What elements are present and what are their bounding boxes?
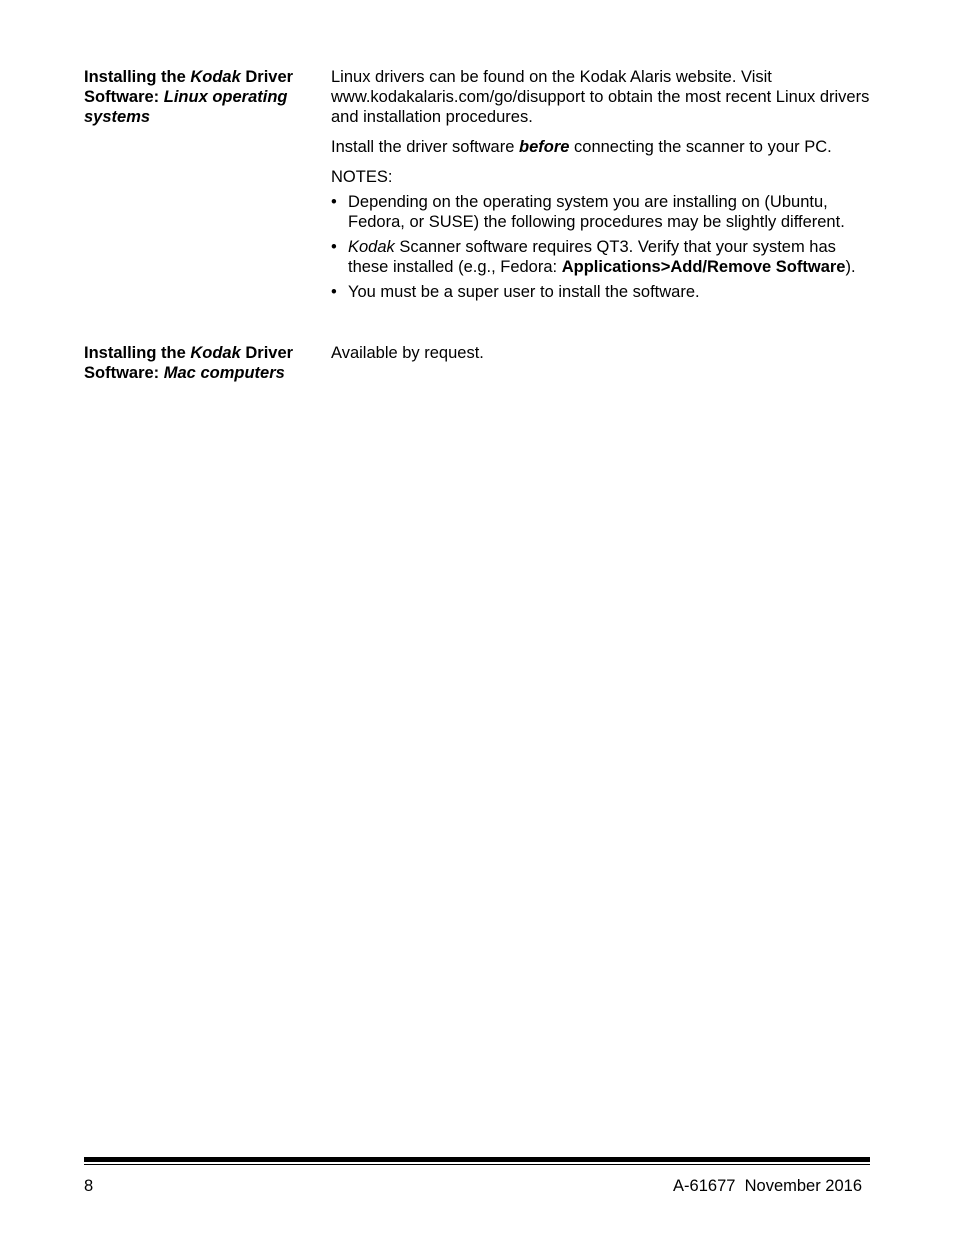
heading-os: Linux operating systems	[84, 88, 288, 126]
mac-availability-paragraph: Available by request.	[331, 344, 484, 362]
paragraph-text: connecting the scanner to your PC.	[569, 138, 832, 156]
heading-text: Driver Software:	[84, 344, 294, 382]
list-item	[331, 282, 876, 302]
heading-text: Driver Software:	[84, 68, 294, 106]
install-before-paragraph	[331, 137, 876, 157]
section-heading-mac	[84, 343, 319, 383]
note-text: You must be a super user to install the software.	[348, 283, 700, 301]
note-text: Scanner software requires QT3. Verify that your system has these installed (e.g., Fedora:	[348, 238, 836, 276]
menu-path: Applications>Add/Remove Software	[561, 258, 846, 276]
emphasis-before: before	[519, 138, 570, 156]
section-heading-linux	[84, 67, 319, 127]
section-body-linux	[331, 67, 876, 307]
heading-os: Mac computers	[163, 364, 285, 382]
heading-text: Installing the	[84, 344, 191, 362]
page-number: 8	[84, 1177, 94, 1195]
footer-rule-thin	[84, 1164, 870, 1165]
linux-drivers-paragraph: Linux drivers can be found on the Kodak Alaris website. Visit www.kodakalaris.com/go/disupport to obtain the most recent Linux drivers and installation procedures.	[331, 68, 870, 126]
section-body-mac	[331, 343, 876, 373]
note-text: Depending on the operating system you are installing on (Ubuntu, Fedora, or SUSE) the following procedures may be slightly different.	[348, 193, 845, 231]
notes-label: NOTES:	[331, 168, 393, 186]
bullet-icon: •	[331, 283, 337, 301]
note-text: ).	[845, 258, 856, 276]
heading-brand: Kodak	[190, 68, 241, 86]
list-item	[331, 192, 876, 232]
note-brand: Kodak	[348, 238, 395, 256]
heading-brand: Kodak	[190, 344, 241, 362]
notes-list	[331, 192, 876, 302]
document-id: A-61677 November 2016	[673, 1177, 862, 1195]
bullet-icon: •	[331, 193, 337, 211]
paragraph-text: Install the driver software	[331, 138, 519, 156]
heading-text: Installing the	[84, 68, 191, 86]
list-item	[331, 237, 876, 277]
bullet-icon: •	[331, 238, 337, 256]
footer-rule	[84, 1157, 870, 1162]
